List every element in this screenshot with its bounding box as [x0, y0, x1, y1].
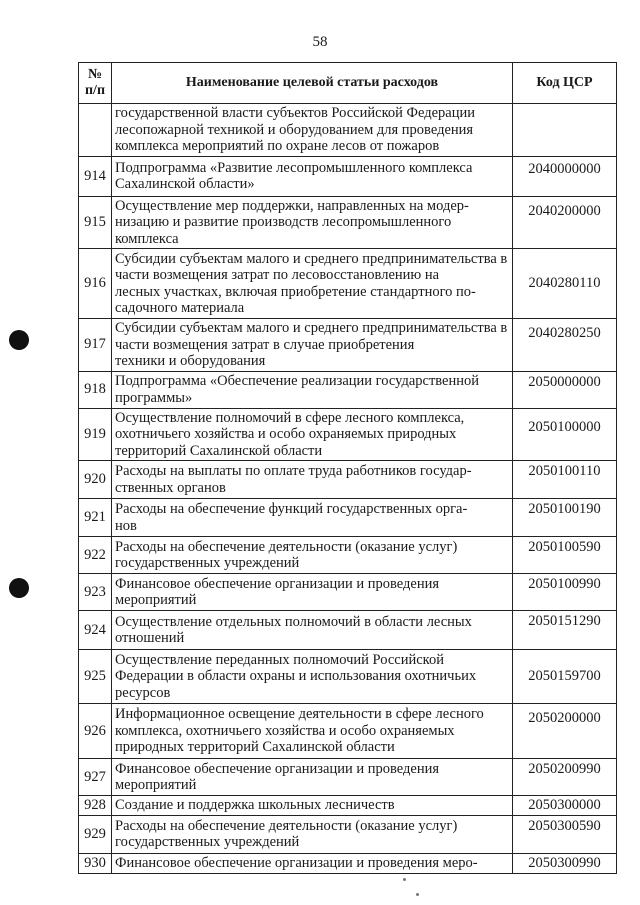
scan-speck: [403, 878, 406, 881]
table-row: [79, 499, 617, 537]
row-number: 924: [79, 611, 112, 650]
table-row: [79, 249, 617, 319]
table-row: [79, 319, 617, 372]
table-row: [79, 759, 617, 796]
row-code: 2050100990: [513, 574, 617, 611]
row-name: Информационное освещение деятельности в сфере лесного комплекса, охотничьего хозяйства и особо охраняемых природных территорий Сахалинской области: [112, 704, 513, 759]
table-row: [79, 574, 617, 611]
table-row: [79, 408, 617, 461]
row-number: 914: [79, 156, 112, 196]
row-name: Финансовое обеспечение организации и проведения мероприятий: [112, 574, 513, 611]
page-number: 58: [312, 34, 328, 50]
row-name: Осуществление полномочий в сфере лесного комплекса, охотничьего хозяйства и особо охраняемых природных территорий Сахалинской области: [112, 408, 513, 461]
row-number: [79, 104, 112, 157]
row-code: 2050300990: [513, 853, 617, 873]
punch-hole-top: [9, 330, 29, 350]
row-code: 2050200000: [513, 704, 617, 759]
table-header-row: [79, 63, 617, 104]
row-name: Финансовое обеспечение организации и проведения меро-: [112, 853, 513, 873]
row-code: 2040200000: [513, 196, 617, 249]
table-row: [79, 461, 617, 499]
row-number: 928: [79, 796, 112, 816]
row-code: 2040280110: [513, 249, 617, 319]
budget-table-wrapper: [78, 62, 616, 874]
table-row: [79, 156, 617, 196]
row-name: Расходы на обеспечение деятельности (оказание услуг) государственных учреждений: [112, 537, 513, 574]
row-code: 2050000000: [513, 371, 617, 408]
table-row: [79, 196, 617, 249]
row-name: государственной власти субъектов Российской Федерации лесопожарной техникой и оборудованием для проведения комплекса мероприятий по охране лесов от пожаров: [112, 104, 513, 157]
row-name: Расходы на выплаты по оплате труда работников государ- ственных органов: [112, 461, 513, 499]
row-number: 916: [79, 249, 112, 319]
row-code: 2050300590: [513, 815, 617, 853]
row-code: 2050100590: [513, 537, 617, 574]
row-number: 917: [79, 319, 112, 372]
row-number: 921: [79, 499, 112, 537]
row-number: 918: [79, 371, 112, 408]
table-row: [79, 815, 617, 853]
row-number: 926: [79, 704, 112, 759]
row-number: 915: [79, 196, 112, 249]
row-name: Осуществление переданных полномочий Российской Федерации в области охраны и использования охотничьих ресурсов: [112, 650, 513, 704]
row-name: Расходы на обеспечение деятельности (оказание услуг) государственных учреждений: [112, 815, 513, 853]
row-code: 2050151290: [513, 611, 617, 650]
scan-speck: [416, 893, 419, 896]
table-row: [79, 537, 617, 574]
row-number: 920: [79, 461, 112, 499]
row-code: 2050100190: [513, 499, 617, 537]
row-number: 927: [79, 759, 112, 796]
row-name: Подпрограмма «Обеспечение реализации государственной программы»: [112, 371, 513, 408]
table-row: [79, 371, 617, 408]
row-code: 2050100110: [513, 461, 617, 499]
header-num: № п/п: [79, 63, 112, 104]
row-number: 925: [79, 650, 112, 704]
punch-hole-bottom: [9, 578, 29, 598]
row-name: Осуществление мер поддержки, направленных на модер- низацию и развитие производств лесопромышленного комплекса: [112, 196, 513, 249]
table-row: [79, 704, 617, 759]
row-number: 930: [79, 853, 112, 873]
budget-table: [78, 62, 617, 874]
row-number: 922: [79, 537, 112, 574]
row-name: Создание и поддержка школьных лесничеств: [112, 796, 513, 816]
header-code: Код ЦСР: [513, 63, 617, 104]
row-number: 923: [79, 574, 112, 611]
row-name: Субсидии субъектам малого и среднего предпринимательства в части возмещения затрат по лесовосстановлению на лесных участках, включая приобретение стандартного по- садочного материала: [112, 249, 513, 319]
row-number: 919: [79, 408, 112, 461]
row-code: [513, 104, 617, 157]
row-name: Финансовое обеспечение организации и проведения мероприятий: [112, 759, 513, 796]
row-name: Подпрограмма «Развитие лесопромышленного комплекса Сахалинской области»: [112, 156, 513, 196]
row-code: 2050200990: [513, 759, 617, 796]
header-name: Наименование целевой статьи расходов: [112, 63, 513, 104]
row-code: 2040000000: [513, 156, 617, 196]
table-row: [79, 796, 617, 816]
row-code: 2050300000: [513, 796, 617, 816]
row-name: Субсидии субъектам малого и среднего предпринимательства в части возмещения затрат в случае приобретения техники и оборудования: [112, 319, 513, 372]
table-row: [79, 611, 617, 650]
row-name: Расходы на обеспечение функций государственных орга- нов: [112, 499, 513, 537]
row-number: 929: [79, 815, 112, 853]
table-row: [79, 853, 617, 873]
table-row: [79, 650, 617, 704]
row-code: 2050100000: [513, 408, 617, 461]
row-code: 2050159700: [513, 650, 617, 704]
row-name: Осуществление отдельных полномочий в области лесных отношений: [112, 611, 513, 650]
table-row: [79, 104, 617, 157]
row-code: 2040280250: [513, 319, 617, 372]
